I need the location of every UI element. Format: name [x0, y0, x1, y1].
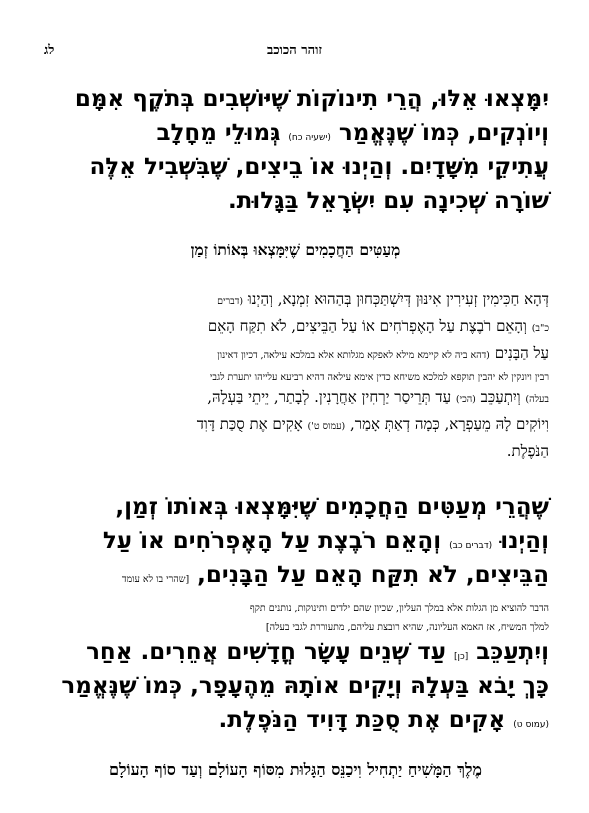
source-citation: (עמוס ט') [307, 421, 346, 432]
source-citation: כ"ב) [531, 323, 549, 334]
text-segment: עַל הַבָּנִים [494, 344, 549, 362]
opening-paragraph [42, 82, 549, 218]
commentary-note: בעלה) [525, 394, 549, 405]
text-segment: וְהַיְנוּ [500, 528, 549, 554]
text-line [42, 558, 549, 597]
source-citation: (דברים כב) [449, 541, 493, 551]
text-line [42, 703, 549, 737]
text-line [42, 116, 549, 150]
text-segment: וְיוֹנְקִים, כְּמוֹ שֶׁנֶּאֱמַר [338, 120, 549, 146]
source-citation: (ישעיה כח) [288, 133, 331, 143]
text-line [42, 314, 549, 341]
text-segment: גְּמוּלֵי מֵחָלָב [156, 120, 281, 146]
text-segment: וְיִתְעַכֵּב [480, 388, 521, 406]
text-segment: עַד תְּרֵיסַר יַרְחִין אַחֲרָנִין. לְבָתַר, יֵיתֵי בַּעְלָהּ, [207, 388, 452, 406]
section-heading: מֶלֶךְ הַמָּשִׁיחַ יַתְחִיל וִיכַנֵּס הַגָּלוּת מִסּוֹף הָעוֹלָם וְעַד סוֹף הָעוֹלָם [109, 760, 482, 779]
text-line: כָּךְ יָבֹא בַּעְלָהּ וְיָקִים אוֹתָהּ מֵהֶעָפָר, כְּמוֹ שֶׁנֶּאֱמַר [61, 673, 549, 699]
source-citation: (הכי) [455, 394, 476, 405]
commentary-note: [שהרי בו לא עומד [121, 574, 190, 585]
commentary-note: רבין ויונקין לא יהבין תוקפא למלכא משיחא כדין אימא עילאה דהיא רביעא עלייהו יתערת לגבי [209, 372, 549, 383]
text-segment: וְהָאֵם רֹבֶצֶת עַל הָאֶפְרֹחִים אוֹ עַל [102, 528, 442, 554]
text-line [42, 412, 549, 439]
source-citation: [כן] [454, 652, 469, 662]
text-line [42, 635, 549, 669]
text-segment: דְּהָא חַכִּימִין זְעִירִין אִינּוּן דְּיִשְׁתַּכְּחוּן בְּהַהוּא זִמְנָא, וְהַיְנוּ [247, 290, 549, 308]
commentary-note: (דהא ביה לא קיימא מילא לאפקא מגלותא אלא במלכא עילאה, דכיון דאינון [217, 350, 490, 361]
text-line: יִמָּצְאוּ אֵלּוּ, הֲרֵי תִינוֹקוֹת שֶׁיּוֹשְׁבִים בְּתֹקֶף אִמָּם [74, 86, 549, 112]
page-header [44, 42, 545, 62]
text-segment: וִיוֹקִים לָהּ מֵעַפְרָא, כְּמָה דְאַתְּ אָמַר, [349, 415, 549, 433]
text-segment: אָקִים אֶת סֻכַּת דָּוִיד הַנֹּפֶלֶת. [218, 707, 506, 733]
text-line [42, 616, 549, 635]
page-number: לג [44, 43, 55, 58]
text-line: עֲתִיקֵי מִשָּׁדָיִם. וְהַיְנוּ אוֹ בֵיצִים, שֶׁבִּשְׁבִיל אֵלֶּה [89, 154, 549, 180]
translation-paragraph [42, 490, 549, 737]
aramaic-paragraph [42, 287, 549, 463]
text-segment: אָקִים אֶת סֻכַּת דָּוִד [196, 415, 303, 433]
source-citation: (עמוס ט) [513, 720, 549, 730]
text-line: שׁוֹרָה שְׁכִינָה עִם יִשְׂרָאֵל בַּגָּלוּת. [227, 188, 549, 214]
book-title: זוהר הכוכב [266, 43, 323, 58]
commentary-note: הדבר להוציא מן הגלות אלא במלך העליון, שכיון שהם ילדים ותינוקות, נותנים תקף [249, 603, 549, 614]
section-heading: מְעַטִּים הַחֲכָמִים שֶׁיִּמָּצְאוּ בְּאוֹתוֹ זְמַן [190, 240, 401, 259]
text-line [42, 341, 549, 368]
commentary-note: למלך המשיח, אז האמא העליונה, שהיא רובצת עליהם, מתעוררת לגבי בעלה] [265, 622, 549, 633]
text-segment: וְהָאֵם רֹבֶצֶת עַל הָאֶפְרֹחִים אוֹ עַל הַבֵּיצִים, לֹא תִקַּח הָאֵם [207, 317, 527, 335]
text-line: הַנֹּפֶלֶת. [506, 442, 549, 460]
text-line [42, 368, 549, 385]
text-line [42, 524, 549, 558]
text-segment: הַבֵּיצִים, לֹא תִקַּח הָאֵם עַל הַבָּנִים, [197, 562, 549, 588]
text-segment: עַד שְׁנֵים עָשָׂר חֳדָשִׁים אֲחֵרִים. אַחַר [86, 639, 447, 665]
source-citation: (דברים [217, 296, 244, 307]
text-line [42, 597, 549, 616]
text-line: שֶׁהֲרֵי מְעַטִּים הַחֲכָמִים שֶׁיִּמָּצְאוּ בְּאוֹתוֹ זְמַן, [115, 494, 549, 520]
text-line [42, 385, 549, 412]
text-segment: וְיִתְעַכֵּב [476, 639, 549, 665]
text-line [42, 287, 549, 314]
